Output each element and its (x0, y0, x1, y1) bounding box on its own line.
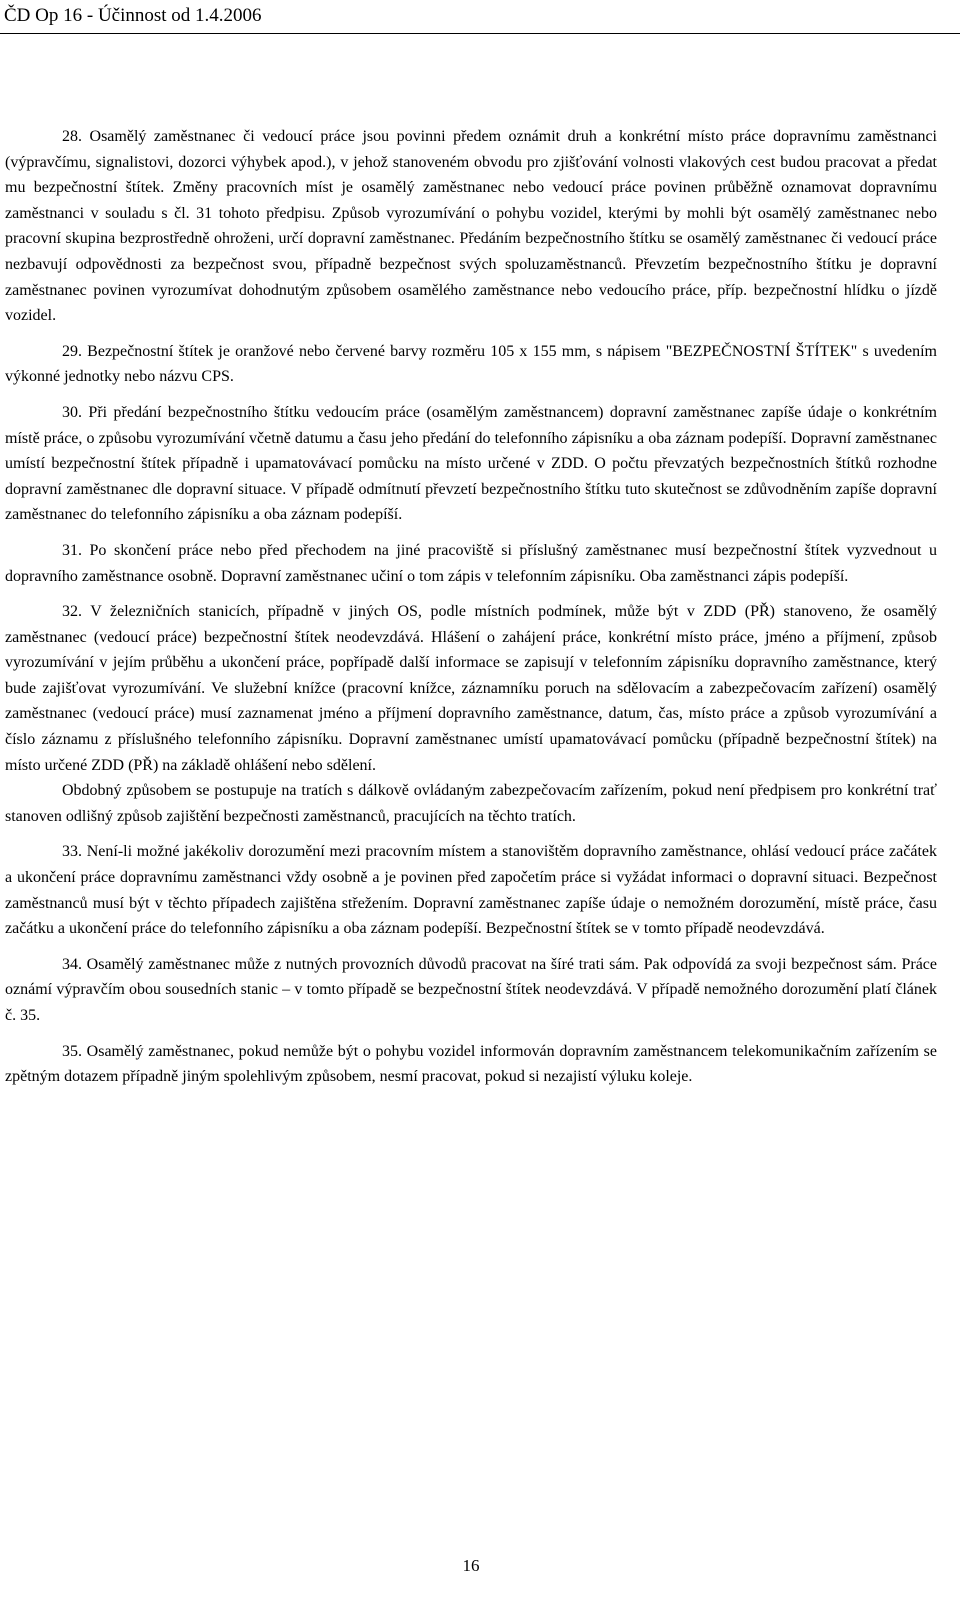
article-35: 35. Osamělý zaměstnanec, pokud nemůže být o pohybu vozidel informován dopravním zaměstnancem telekomunikačním zařízením se zpětným dotazem případně jiným spolehlivým způsobem, nesmí pracovat, pokud si nezajistí výluku koleje. (5, 1042, 937, 1086)
article-30: 30. Při předání bezpečnostního štítku vedoucím práce (osamělým zaměstnancem) dopravní zaměstnanec zapíše údaje o konkrétním místě práce, o způsobu vyrozumívání včetně datumu a času jeho předání do telefonního zápisníku a oba záznam podepíší. Dopravní zaměstnanec umístí bezpečnostní štítek případně i upamatovávací pomůcku na místo určené v ZDD. O počtu převzatých bezpečnostních štítků rozhodne dopravní zaměstnanec dle dopravní situace. V případě odmítnutí převzetí bezpečnostního štítku tuto skutečnost se zdůvodněním zapíše dopravní zaměstnanec do telefonního zápisníku a oba záznam podepíší. (5, 403, 937, 524)
article-32: 32. V železničních stanicích, případně v jiných OS, podle místních podmínek, může být v ZDD (PŘ) stanoveno, že osamělý zaměstnanec (vedoucí práce) bezpečnostní štítek neodevzdává. Hlášení o zahájení práce, konkrétní místo práce, jméno a příjmení, způsob vyrozumívání v jejím průběhu a ukončení práce, popřípadě další informace se zapisují v telefonním zápisníku dopravního zaměstnance, který bude zajišťovat vyrozumívání. Ve služební knížce (pracovní knížce, záznamníku poruch na sdělovacím a zabezpečovacím zařízení) osamělý zaměstnanec (vedoucí práce) musí zaznamenat jméno a příjmení dopravního zaměstnance, datum, čas, místo práce a způsob vyrozumívání a číslo záznamu z příslušného telefonního zápisníku. Dopravní zaměstnanec umístí upamatovávací pomůcku (případně bezpečnostní štítek) na místo určené ZDD (PŘ) na základě ohlášení nebo sdělení. (5, 603, 937, 774)
document-body (5, 124, 937, 1100)
article-31: 31. Po skončení práce nebo před přechodem na jiné pracoviště si příslušný zaměstnanec musí bezpečnostní štítek vyzvednout u dopravního zaměstnance osobně. Dopravní zaměstnanec učiní o tom zápis v telefonním zápisníku. Oba zaměstnanci zápis podepíší. (5, 541, 937, 585)
article-32-continuation: Obdobný způsobem se postupuje na tratích s dálkově ovládaným zabezpečovacím zařízením, pokud není předpisem pro konkrétní trať stanoven odlišný způsob zajištění bezpečnosti zaměstnanců, pracujících na těchto tratích. (5, 782, 937, 825)
page-number: 16 (462, 1556, 480, 1575)
article-28: 28. Osamělý zaměstnanec či vedoucí práce jsou povinni předem oznámit druh a konkrétní místo práce dopravnímu zaměstnanci (výpravčímu, signalistovi, dozorci výhybek apod.), v jehož stanoveném obvodu pro zjišťování volnosti vlakových cest budou pracovat a předat mu bezpečnostní štítek. Změny pracovních míst je osamělý zaměstnanec nebo vedoucí práce povinen průběžně oznamovat dopravnímu zaměstnanci v souladu s čl. 31 tohoto předpisu. Způsob vyrozumívání o pohybu vozidel, kterými by mohli být osamělý zaměstnanec nebo pracovní skupina bezprostředně ohroženi, určí dopravní zaměstnanec. Předáním bezpečnostního štítku se osamělý zaměstnanec či vedoucí práce nezbavují odpovědnosti za bezpečnost svou, případně bezpečnost svých spoluzaměstnanců. Převzetím bezpečnostního štítku je dopravní zaměstnanec povinen vyrozumívat dohodnutým způsobem osamělého zaměstnance nebo vedoucího práce, příp. bezpečnostní hlídku o jízdě vozidel. (5, 128, 937, 325)
article-33: 33. Není-li možné jakékoliv dorozumění mezi pracovním místem a stanovištěm dopravního zaměstnance, ohlásí vedoucí práce začátek a ukončení práce dopravnímu zaměstnanci vždy osobně a je povinen před započetím práce si vyžádat informaci o dopravní situaci. Bezpečnost zaměstnanců musí být v těchto případech zajištěna střežením. Dopravní zaměstnanec zapíše údaje o nemožném dorozumění, místě práce, času začátku a ukončení práce do telefonního zápisníku a oba záznam podepíší. Bezpečnostní štítek se v tomto případě neodevzdává. (5, 843, 937, 938)
article-29: 29. Bezpečnostní štítek je oranžové nebo červené barvy rozměru 105 x 155 mm, s nápisem "BEZPEČNOSTNÍ ŠTÍTEK" s uvedením výkonné jednotky nebo názvu CPS. (5, 342, 937, 386)
article-34: 34. Osamělý zaměstnanec může z nutných provozních důvodů pracovat na šíré trati sám. Pak odpovídá za svoji bezpečnost sám. Práce oznámí výpravčím obou sousedních stanic – v tomto případě se bezpečnostní štítek neodevzdává. V případě nemožného dorozumění platí článek č. 35. (5, 955, 937, 1024)
document-header: ČD Op 16 - Účinnost od 1.4.2006 (4, 5, 262, 26)
header-rule (0, 33, 960, 34)
